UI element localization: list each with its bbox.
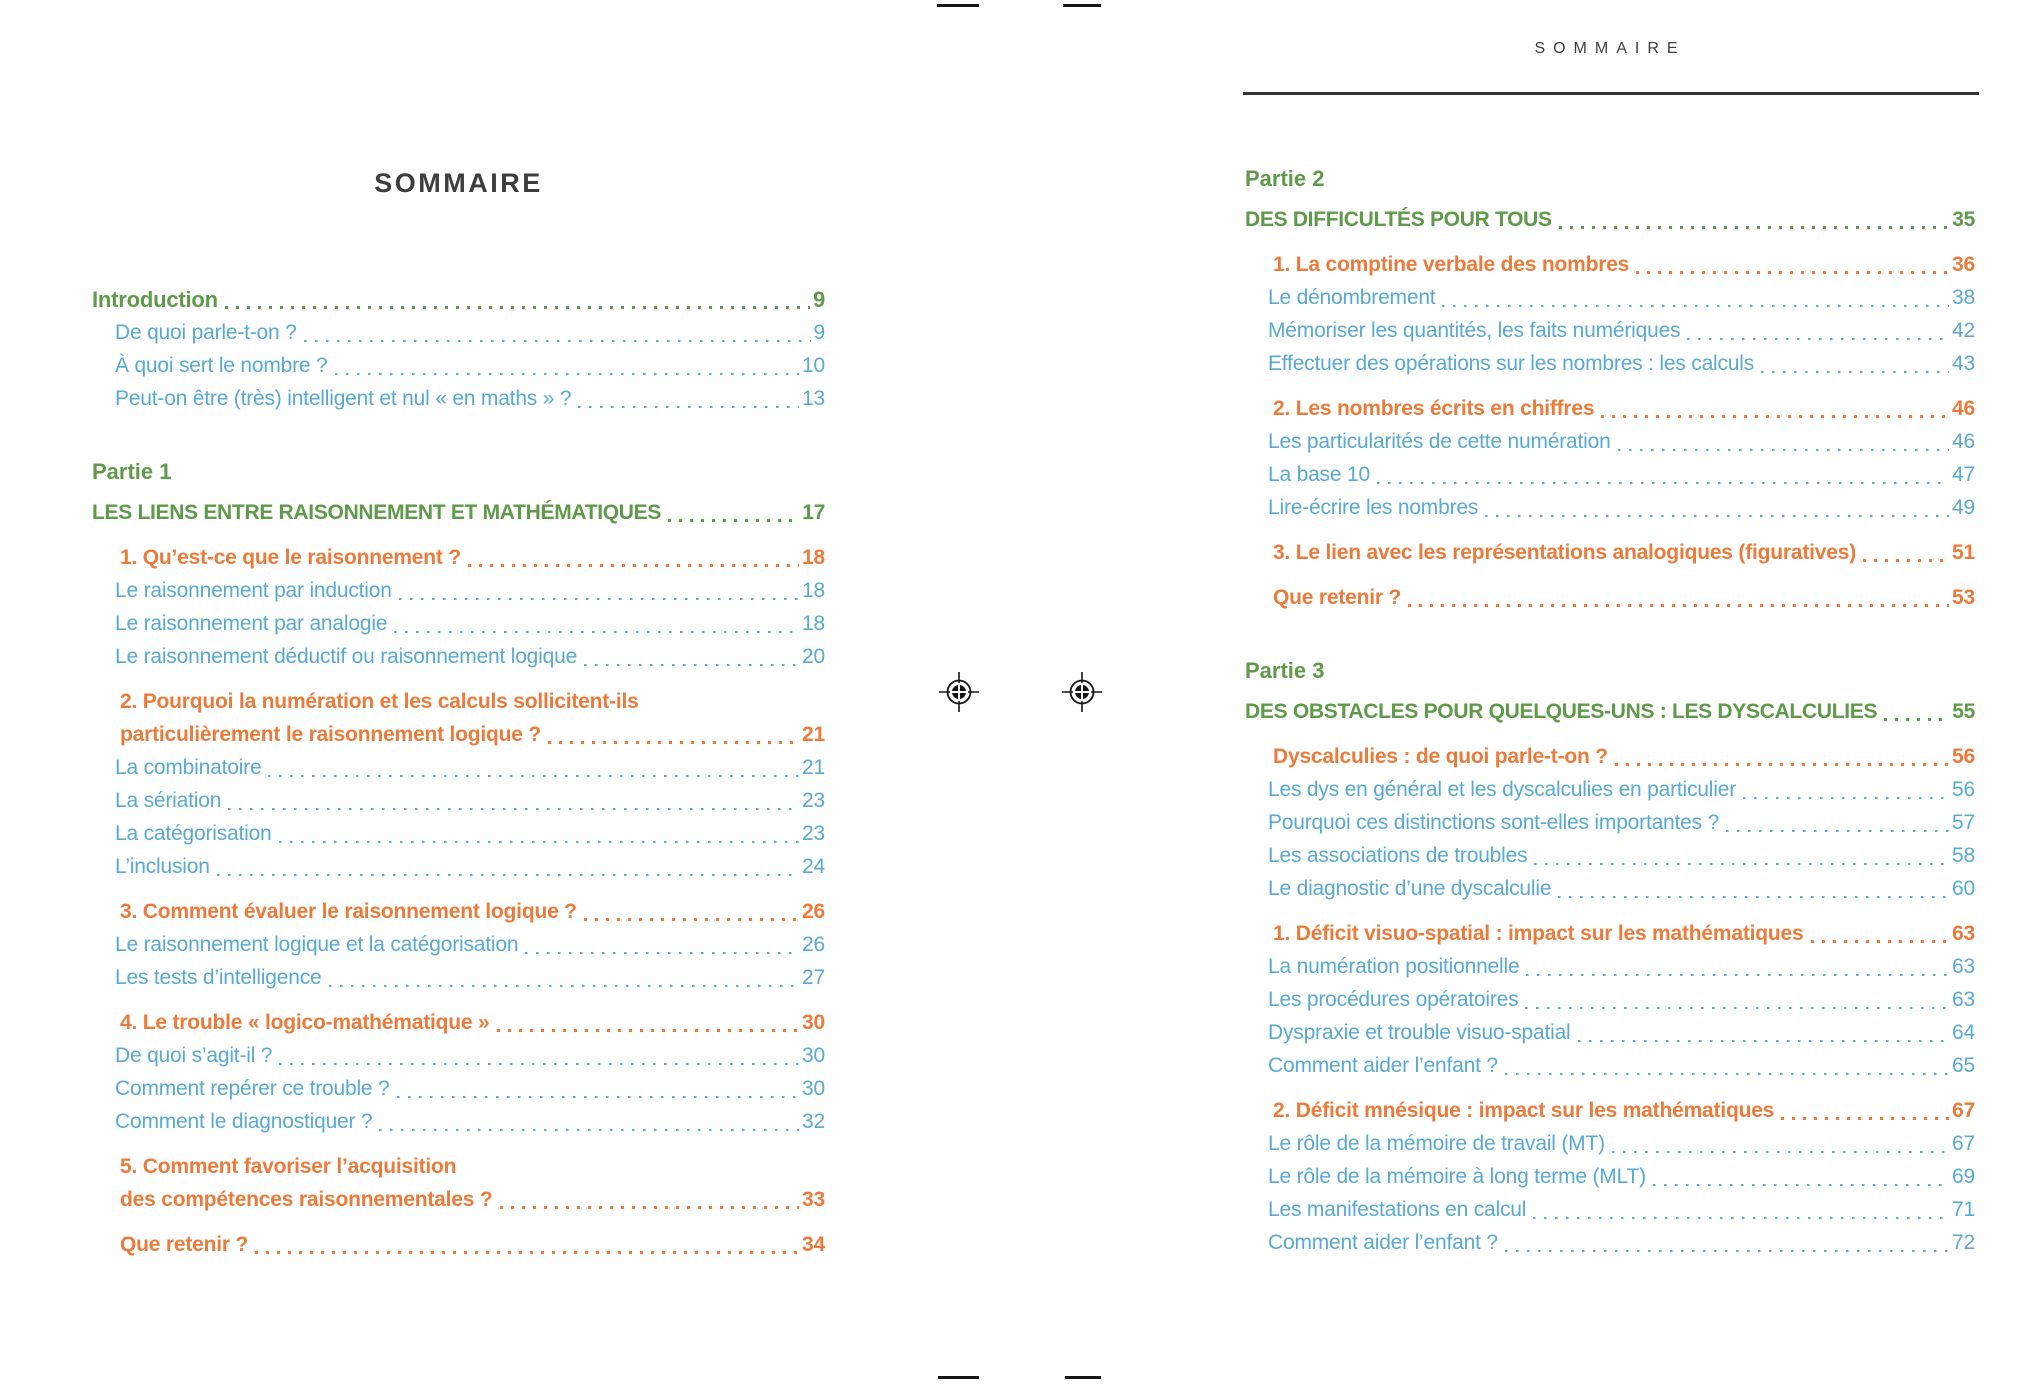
page-number: 56 [1952, 745, 1975, 768]
right-page [1245, 0, 1975, 1385]
running-header: SOMMAIRE [1534, 40, 1686, 57]
dot-leader [1485, 515, 1949, 518]
dot-leader [397, 1096, 800, 1099]
toc-entry [1245, 839, 1975, 872]
entry-label: Le raisonnement déductif ou raisonnement logique [115, 645, 578, 668]
dot-leader [1653, 1184, 1949, 1187]
toc-entry [92, 817, 825, 850]
toc-entry [92, 1228, 825, 1261]
page-number: 63 [1952, 988, 1975, 1011]
dot-leader [279, 1063, 799, 1066]
toc-entry [1245, 392, 1975, 425]
page-number: 53 [1952, 586, 1975, 609]
left-page [92, 0, 825, 1385]
page-number: 30 [802, 1077, 825, 1100]
toc-title: SOMMAIRE [374, 168, 543, 198]
dot-leader [228, 808, 799, 811]
toc-entry [1245, 1094, 1975, 1127]
page-number: 42 [1952, 319, 1975, 342]
entry-label: 2. Pourquoi la numération et les calculs sollicitent-ils [120, 690, 639, 713]
toc-entry [92, 685, 825, 718]
page-number: 18 [802, 612, 825, 635]
page-number: 65 [1952, 1054, 1975, 1077]
toc-part-label: Partie 1 [92, 459, 172, 484]
toc-entry [1245, 1226, 1975, 1259]
page-number: 51 [1952, 541, 1975, 564]
dot-leader [1726, 830, 1949, 833]
entry-label: À quoi sert le nombre ? [115, 354, 328, 377]
dot-leader [304, 340, 811, 343]
toc-entry [1245, 695, 1975, 728]
dot-leader [217, 874, 799, 877]
page-number: 35 [1952, 208, 1975, 231]
page-number: 21 [802, 756, 825, 779]
dot-leader [1559, 226, 1949, 229]
page-number: 10 [802, 354, 825, 377]
page-number: 23 [802, 822, 825, 845]
header-rule [1243, 92, 1979, 95]
page-number: 18 [802, 579, 825, 602]
toc-entry [1245, 281, 1975, 314]
entry-label: 2. Les nombres écrits en chiffres [1273, 397, 1595, 420]
dot-leader [1377, 482, 1949, 485]
dot-leader [1408, 604, 1949, 607]
toc-entry [1245, 806, 1975, 839]
entry-label: 3. Le lien avec les représentations analogiques (figuratives) [1273, 541, 1857, 564]
dot-leader [1612, 1151, 1949, 1154]
left-toc-entries [92, 283, 825, 1261]
page-number: 27 [802, 966, 825, 989]
page-number: 36 [1952, 253, 1975, 276]
entry-label: Introduction [92, 287, 218, 312]
entry-label: Le raisonnement par analogie [115, 612, 388, 635]
entry-label: La catégorisation [115, 822, 272, 845]
page-number: 63 [1952, 922, 1975, 945]
entry-label: Le rôle de la mémoire à long terme (MLT) [1268, 1165, 1646, 1188]
toc-entry [1245, 1160, 1975, 1193]
entry-label: Les associations de troubles [1268, 844, 1528, 867]
dot-leader [399, 598, 799, 601]
toc-entry [92, 382, 825, 415]
entry-label: Que retenir ? [120, 1233, 249, 1256]
right-toc-entries [1245, 162, 1975, 1259]
page-number: 9 [812, 287, 825, 312]
page-number: 20 [802, 645, 825, 668]
entry-label: 1. La comptine verbale des nombres [1273, 253, 1630, 276]
toc-entry [92, 1105, 825, 1138]
toc-entry [1245, 536, 1975, 569]
page-number: 69 [1952, 1165, 1975, 1188]
page-number: 30 [802, 1011, 825, 1034]
entry-label: Le raisonnement logique et la catégorisation [115, 933, 519, 956]
page-number: 33 [802, 1188, 825, 1211]
toc-entry [92, 928, 825, 961]
dot-leader [497, 1029, 800, 1032]
toc-entry [92, 574, 825, 607]
toc-entry [92, 640, 825, 673]
toc-entry [1245, 1193, 1975, 1226]
entry-label: 2. Déficit mnésique : impact sur les mathématiques [1273, 1099, 1775, 1122]
dot-leader [1505, 1073, 1949, 1076]
page-number: 55 [1952, 700, 1975, 723]
toc-entry [1245, 917, 1975, 950]
entry-label: De quoi parle-t-on ? [115, 321, 297, 344]
dot-leader [279, 841, 799, 844]
dot-leader [578, 406, 799, 409]
page-number: 71 [1952, 1198, 1975, 1221]
entry-label: Comment le diagnostiquer ? [115, 1110, 373, 1133]
entry-label: Comment repérer ce trouble ? [115, 1077, 390, 1100]
crop-mark [937, 4, 979, 7]
toc-entry [92, 961, 825, 994]
page-number: 72 [1952, 1231, 1975, 1254]
page-number: 60 [1952, 877, 1975, 900]
dot-leader [1505, 1250, 1949, 1253]
dot-leader [500, 1206, 800, 1209]
dot-leader [1743, 797, 1949, 800]
entry-label: Le raisonnement par induction [115, 579, 392, 602]
toc-entry [92, 1183, 825, 1216]
toc-entry [92, 607, 825, 640]
crop-mark [938, 1376, 979, 1379]
page-number: 67 [1952, 1132, 1975, 1155]
page-number: 34 [802, 1233, 825, 1256]
toc-entry [92, 541, 825, 574]
toc-entry [92, 496, 825, 529]
dot-leader [1601, 415, 1949, 418]
page-number: 32 [802, 1110, 825, 1133]
crop-mark [1063, 4, 1101, 7]
dot-leader [255, 1251, 799, 1254]
crop-mark [1065, 1376, 1101, 1379]
page-number: 43 [1952, 352, 1975, 375]
entry-label: 5. Comment favoriser l’acquisition [120, 1155, 457, 1178]
page-number: 17 [802, 501, 825, 524]
page-number: 49 [1952, 496, 1975, 519]
toc-entry [1245, 1016, 1975, 1049]
entry-label: 1. Déficit visuo-spatial : impact sur les mathématiques [1273, 922, 1804, 945]
dot-leader [1636, 271, 1949, 274]
page-number: 57 [1952, 811, 1975, 834]
toc-entry [92, 283, 825, 316]
entry-label: La combinatoire [115, 756, 262, 779]
page-number: 58 [1952, 844, 1975, 867]
toc-entry [92, 1006, 825, 1039]
entry-label: Pourquoi ces distinctions sont-elles importantes ? [1268, 811, 1720, 834]
dot-leader [1578, 1040, 1950, 1043]
entry-label: De quoi s’agit-il ? [115, 1044, 273, 1067]
entry-label: Les particularités de cette numération [1268, 430, 1611, 453]
entry-label: La numération positionnelle [1268, 955, 1520, 978]
dot-leader [668, 519, 799, 522]
entry-label: Dyscalculies : de quoi parle-t-on ? [1273, 745, 1608, 768]
dot-leader [335, 373, 800, 376]
toc-entry [1245, 425, 1975, 458]
page-number: 21 [802, 723, 825, 746]
toc-entry [1245, 347, 1975, 380]
entry-label: DES OBSTACLES POUR QUELQUES-UNS : LES DYSCALCULIES [1245, 700, 1878, 723]
entry-label: Comment aider l’enfant ? [1268, 1231, 1498, 1254]
toc-entry [1245, 581, 1975, 614]
dot-leader [1781, 1117, 1949, 1120]
dot-leader [1615, 763, 1949, 766]
entry-label: LES LIENS ENTRE RAISONNEMENT ET MATHÉMATIQUES [92, 501, 662, 524]
page-number: 56 [1952, 778, 1975, 801]
dot-leader [394, 631, 799, 634]
toc-entry [1245, 950, 1975, 983]
registration-mark-icon [939, 672, 979, 712]
dot-leader [1526, 974, 1949, 977]
page-number: 18 [802, 546, 825, 569]
toc-entry [1245, 1127, 1975, 1160]
toc-entry [92, 349, 825, 382]
page-number: 67 [1952, 1099, 1975, 1122]
dot-leader [1534, 863, 1949, 866]
page-number: 26 [802, 900, 825, 923]
toc-entry [92, 1039, 825, 1072]
entry-label: La sériation [115, 789, 222, 812]
dot-leader [1618, 449, 1949, 452]
dot-leader [225, 306, 810, 309]
toc-entry [92, 850, 825, 883]
toc-entry [1245, 740, 1975, 773]
page-number: 23 [802, 789, 825, 812]
toc-part-label: Partie 2 [1245, 166, 1325, 191]
dot-leader [1687, 338, 1949, 341]
toc-entry [1245, 248, 1975, 281]
entry-label: 1. Qu’est-ce que le raisonnement ? [120, 546, 461, 569]
toc-entry [92, 1150, 825, 1183]
dot-leader [1442, 305, 1949, 308]
dot-leader [329, 985, 800, 988]
dot-leader [379, 1129, 799, 1132]
dot-leader [1558, 896, 1949, 899]
toc-part-label: Partie 3 [1245, 658, 1325, 683]
toc-entry [1245, 491, 1975, 524]
dot-leader [548, 741, 799, 744]
entry-label: Peut-on être (très) intelligent et nul « en maths » ? [115, 387, 572, 410]
toc-entry [1245, 1049, 1975, 1082]
page-number: 38 [1952, 286, 1975, 309]
toc-entry [92, 316, 825, 349]
dot-leader [1811, 940, 1950, 943]
toc-entry [1245, 314, 1975, 347]
dot-leader [1761, 371, 1949, 374]
registration-mark-icon [1062, 672, 1102, 712]
toc-entry [1245, 983, 1975, 1016]
toc-entry [1245, 203, 1975, 236]
entry-label: La base 10 [1268, 463, 1370, 486]
dot-leader [584, 664, 799, 667]
entry-label: L’inclusion [115, 855, 210, 878]
dot-leader [1525, 1007, 1949, 1010]
entry-label: Les procédures opératoires [1268, 988, 1519, 1011]
page-number: 46 [1952, 397, 1975, 420]
dot-leader [1884, 718, 1949, 721]
entry-label: Effectuer des opérations sur les nombres : les calculs [1268, 352, 1755, 375]
toc-entry [1245, 458, 1975, 491]
entry-label: Lire-écrire les nombres [1268, 496, 1479, 519]
entry-label: Mémoriser les quantités, les faits numériques [1268, 319, 1681, 342]
dot-leader [584, 918, 799, 921]
entry-label: Le dénombrement [1268, 286, 1436, 309]
page-number: 13 [802, 387, 825, 410]
entry-label: 3. Comment évaluer le raisonnement logique ? [120, 900, 577, 923]
entry-label: des compétences raisonnementales ? [120, 1188, 493, 1211]
entry-label: Comment aider l’enfant ? [1268, 1054, 1498, 1077]
entry-label: Les manifestations en calcul [1268, 1198, 1527, 1221]
page-number: 9 [813, 321, 825, 344]
entry-label: Que retenir ? [1273, 586, 1402, 609]
entry-label: 4. Le trouble « logico-mathématique » [120, 1011, 490, 1034]
page-number: 30 [802, 1044, 825, 1067]
dot-leader [1863, 559, 1949, 562]
entry-label: Dyspraxie et trouble visuo-spatial [1268, 1021, 1571, 1044]
toc-entry [92, 784, 825, 817]
page-number: 63 [1952, 955, 1975, 978]
dot-leader [525, 952, 799, 955]
page-number: 26 [802, 933, 825, 956]
dot-leader [468, 564, 799, 567]
dot-leader [268, 775, 799, 778]
entry-label: Les tests d’intelligence [115, 966, 322, 989]
entry-label: Les dys en général et les dyscalculies en particulier [1268, 778, 1736, 801]
page-number: 24 [802, 855, 825, 878]
toc-entry [92, 895, 825, 928]
toc-entry [92, 718, 825, 751]
entry-label: Le diagnostic d’une dyscalculie [1268, 877, 1552, 900]
entry-label: DES DIFFICULTÉS POUR TOUS [1245, 208, 1552, 231]
toc-entry [1245, 872, 1975, 905]
page-number: 47 [1952, 463, 1975, 486]
page-number: 46 [1952, 430, 1975, 453]
entry-label: particulièrement le raisonnement logique ? [120, 723, 542, 746]
entry-label: Le rôle de la mémoire de travail (MT) [1268, 1132, 1605, 1155]
page-number: 64 [1952, 1021, 1975, 1044]
toc-entry [1245, 773, 1975, 806]
toc-entry [92, 1072, 825, 1105]
dot-leader [1533, 1217, 1949, 1220]
toc-entry [92, 751, 825, 784]
